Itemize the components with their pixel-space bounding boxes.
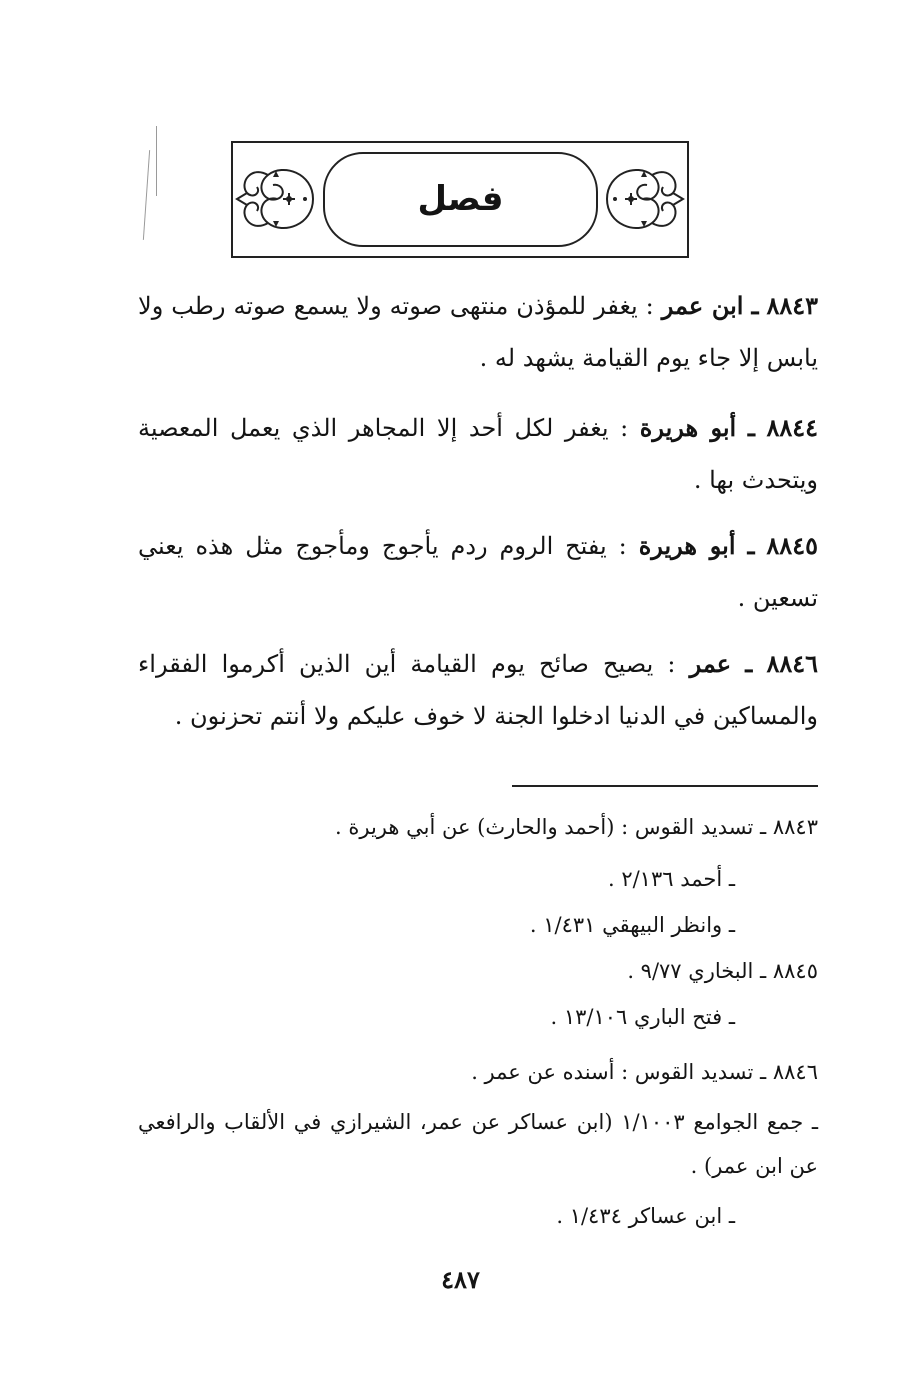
- entry-separator: ـ: [745, 649, 753, 678]
- entry-number: ٨٨٤٤: [766, 413, 818, 442]
- entry-narrator: أبو هريرة: [639, 413, 737, 442]
- entry-number: ٨٨٤٦: [766, 649, 819, 678]
- entry-separator: ـ: [747, 413, 755, 442]
- entry-narrator: ابن عمر: [661, 291, 744, 320]
- footnote: ـ فتح الباري ١٣/١٠٦ .: [550, 1005, 735, 1029]
- hadith-entry: [138, 520, 818, 624]
- footnote-divider: [512, 785, 818, 787]
- footnote: ٨٨٤٥ ـ البخاري ٩/٧٧ .: [627, 959, 818, 983]
- section-title: فصل: [417, 179, 504, 219]
- page-number: ٤٨٧: [441, 1265, 480, 1294]
- footnote: ـ ابن عساكر ١/٤٣٤ .: [556, 1204, 735, 1228]
- entry-narrator: أبو هريرة: [638, 531, 736, 560]
- entry-narrator: عمر: [689, 649, 732, 678]
- entry-number: ٨٨٤٥: [766, 531, 818, 560]
- hadith-entry: [138, 280, 818, 384]
- entry-text: : يغفر للمؤذن منتهى صوته ولا يسمع صوته رطب ولا يابس إلا جاء يوم القيامة يشهد له .: [138, 292, 818, 372]
- hadith-entry: [138, 402, 818, 506]
- arabesque-ornament-right-icon: [597, 153, 685, 246]
- arabesque-ornament-left-icon: [235, 153, 323, 246]
- footnote: ـ وانظر البيهقي ١/٤٣١ .: [529, 913, 735, 937]
- entry-separator: ـ: [747, 531, 755, 560]
- entry-text: : يغفر لكل أحد إلا المجاهر الذي يعمل المعصية ويتحدث بها .: [138, 414, 818, 494]
- scan-artifact: [156, 126, 157, 196]
- footnote: ٨٨٤٣ ـ تسديد القوس : (أحمد والحارث) عن أبي هريرة .: [335, 815, 818, 839]
- footnote: ٨٨٤٦ ـ تسديد القوس : أسنده عن عمر .: [471, 1060, 818, 1084]
- section-header-frame: [231, 141, 689, 258]
- scan-artifact: [143, 150, 150, 240]
- hadith-entry: [138, 638, 818, 742]
- footnote: ـ جمع الجوامع ١/١٠٠٣ (ابن عساكر عن عمر، الشيرازي في الألقاب والرافعي عن ابن عمر) .: [138, 1110, 818, 1178]
- footnote: ـ أحمد ٢/١٣٦ .: [607, 867, 735, 891]
- entry-text: : يصيح صائح يوم القيامة أين الذين أكرموا الفقراء والمساكين في الدنيا ادخلوا الجنة لا خوف عليكم ولا أنتم تحزنون .: [138, 650, 818, 730]
- section-title-cartouche: [323, 152, 598, 247]
- entry-separator: ـ: [751, 291, 759, 320]
- entry-text: : يفتح الروم ردم يأجوج ومأجوج مثل هذه يعني تسعين .: [138, 532, 818, 612]
- entry-number: ٨٨٤٣: [766, 291, 819, 320]
